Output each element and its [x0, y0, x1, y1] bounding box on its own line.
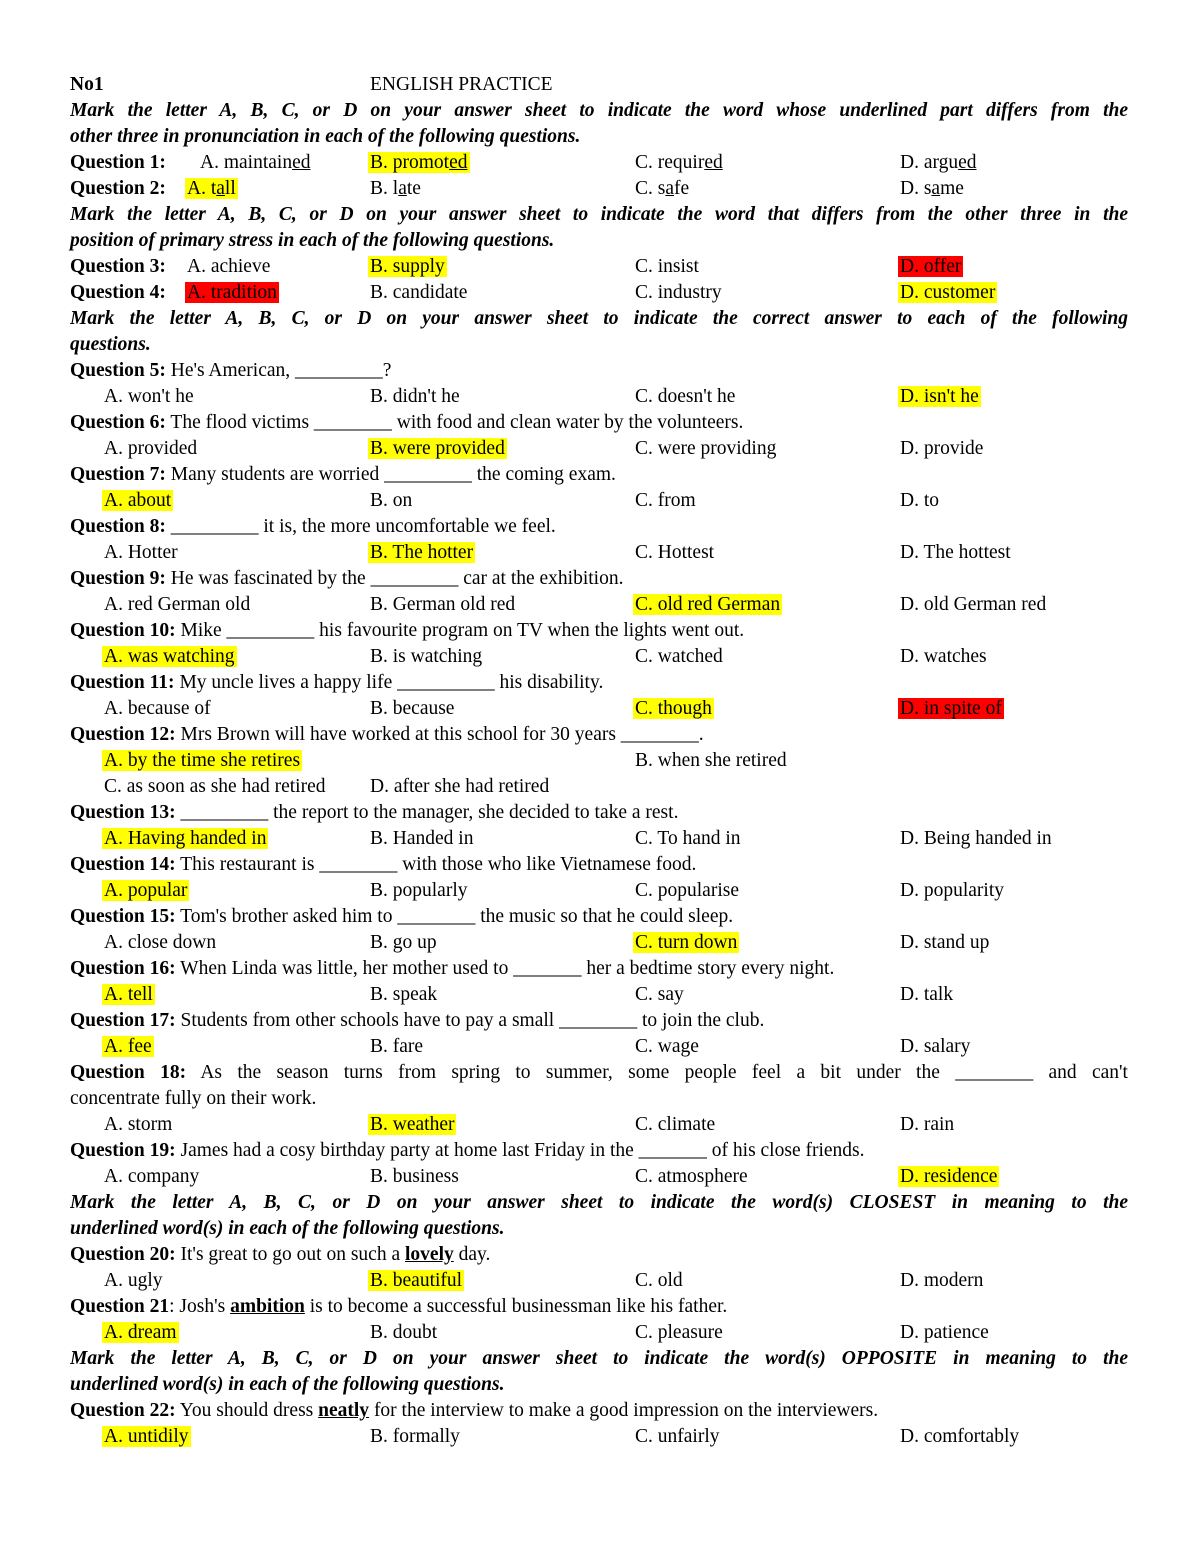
option-c[interactable]: C. atmosphere: [635, 1166, 748, 1187]
question-8-options: [70, 540, 1128, 566]
question-label: Question 11:: [70, 672, 175, 693]
option-b[interactable]: B. doubt: [370, 1322, 438, 1343]
question-17-stem: [70, 1008, 1128, 1034]
option-c[interactable]: C. industry: [635, 282, 722, 303]
question-3: [70, 254, 1128, 280]
question-label: Question 21: [70, 1296, 170, 1317]
option-c[interactable]: C. pleasure: [635, 1322, 723, 1343]
question-1: [70, 150, 1128, 176]
option-c[interactable]: C. insist: [635, 256, 699, 277]
instruction-closest-line1: Mark the letter A, B, C, or D on your answer sheet to indicate the word(s) CLOSEST in meaning to the: [70, 1192, 1128, 1213]
question-label: Question 15:: [70, 906, 176, 927]
question-9-stem: [70, 566, 1128, 592]
option-a[interactable]: A. popular: [104, 880, 188, 901]
option-d[interactable]: D. in spite of: [900, 698, 1002, 719]
question-text: This restaurant is ________ with those who like Vietnamese food.: [175, 854, 697, 875]
option-d[interactable]: D. after she had retired: [370, 776, 550, 797]
option-d[interactable]: D. patience: [900, 1322, 989, 1343]
question-18-stem-line2: concentrate fully on their work.: [70, 1088, 317, 1109]
question-label: Question 16:: [70, 958, 176, 979]
question-label: Question 18:: [70, 1062, 187, 1083]
option-c[interactable]: C. turn down: [635, 932, 738, 953]
question-21-options: [70, 1320, 1128, 1346]
question-6-options: [70, 436, 1128, 462]
option-a[interactable]: A. close down: [104, 932, 217, 953]
question-21-stem: Question 21: Josh's ambition is to become a successful businessman like his father.: [70, 1296, 728, 1317]
question-label: Question 6:: [70, 412, 166, 433]
option-b[interactable]: B. were provided: [370, 438, 505, 459]
option-b[interactable]: B. go up: [370, 932, 437, 953]
header-line: [70, 72, 1128, 98]
question-20-options: [70, 1268, 1128, 1294]
question-13-options: [70, 826, 1128, 852]
question-label: Question 3:: [70, 256, 166, 277]
option-d[interactable]: D. residence: [900, 1166, 998, 1187]
option-d[interactable]: D. popularity: [900, 880, 1004, 901]
instruction-pronunciation-line2: other three in pronunciation in each of the following questions.: [70, 126, 581, 147]
option-a[interactable]: A. Hotter: [104, 542, 178, 563]
question-label: Question 8:: [70, 516, 166, 537]
option-a[interactable]: A. untidily: [104, 1426, 189, 1447]
question-label: Question 13:: [70, 802, 176, 823]
option-d[interactable]: D. talk: [900, 984, 954, 1005]
question-label: Question 7:: [70, 464, 166, 485]
option-b[interactable]: B. late: [370, 178, 421, 199]
question-4: [70, 280, 1128, 306]
worksheet-title: ENGLISH PRACTICE: [370, 74, 553, 95]
option-a[interactable]: A. company: [104, 1166, 200, 1187]
option-d[interactable]: D. rain: [900, 1114, 955, 1135]
option-b[interactable]: B. The hotter: [370, 542, 474, 563]
option-c[interactable]: C. old: [635, 1270, 683, 1291]
option-c[interactable]: C. wage: [635, 1036, 699, 1057]
underlined-word: neatly: [318, 1400, 370, 1421]
option-d[interactable]: D. Being handed in: [900, 828, 1052, 849]
question-text: Students from other schools have to pay a small ________ to join the club.: [175, 1010, 765, 1031]
option-d[interactable]: D. modern: [900, 1270, 984, 1291]
option-d[interactable]: D. comfortably: [900, 1426, 1020, 1447]
option-b[interactable]: B. supply: [370, 256, 445, 277]
question-label: Question 20:: [70, 1244, 176, 1265]
option-c[interactable]: C. from: [635, 490, 696, 511]
question-5-options: [70, 384, 1128, 410]
question-text: Mike _________ his favourite program on TV when the lights went out.: [175, 620, 745, 641]
question-5-stem: [70, 358, 1128, 384]
option-b[interactable]: B. speak: [370, 984, 438, 1005]
instruction-closest-line2: underlined word(s) in each of the following questions.: [70, 1218, 505, 1239]
question-label: Question 5:: [70, 360, 166, 381]
question-18-options: [70, 1112, 1128, 1138]
option-b[interactable]: B. German old red: [370, 594, 516, 615]
question-16-options: [70, 982, 1128, 1008]
option-b[interactable]: B. beautiful: [370, 1270, 463, 1291]
question-15-stem: [70, 904, 1128, 930]
instruction-opposite-line2: underlined word(s) in each of the following questions.: [70, 1374, 505, 1395]
question-text: Tom's brother asked him to ________ the music so that he could sleep.: [175, 906, 734, 927]
worksheet-page: [70, 72, 1128, 1450]
question-14-options: [70, 878, 1128, 904]
option-c[interactable]: C. safe: [635, 178, 690, 199]
option-d[interactable]: D. stand up: [900, 932, 990, 953]
option-b[interactable]: B. because: [370, 698, 455, 719]
option-d[interactable]: D. The hottest: [900, 542, 1011, 563]
option-b[interactable]: B. when she retired: [635, 750, 787, 771]
question-2: [70, 176, 1128, 202]
instruction-stress-line1: Mark the letter A, B, C, or D on your answer sheet to indicate the word that differs from the other three in the: [70, 204, 1128, 225]
question-text: He's American, _________?: [165, 360, 392, 381]
question-10-options: [70, 644, 1128, 670]
option-b[interactable]: B. candidate: [370, 282, 468, 303]
option-c[interactable]: C. were providing: [635, 438, 777, 459]
option-d[interactable]: D. salary: [900, 1036, 971, 1057]
option-b[interactable]: B. didn't he: [370, 386, 460, 407]
option-c[interactable]: C. though: [635, 698, 712, 719]
question-22-stem: Question 22: You should dress neatly for the interview to make a good impression on the interviewers.: [70, 1400, 879, 1421]
option-a[interactable]: A. provided: [104, 438, 198, 459]
option-b[interactable]: B. Handed in: [370, 828, 474, 849]
question-6-stem: [70, 410, 1128, 436]
option-a[interactable]: A. about: [104, 490, 172, 511]
question-8-stem: [70, 514, 1128, 540]
option-c[interactable]: C. To hand in: [635, 828, 741, 849]
worksheet-number: No1: [70, 74, 104, 95]
option-d[interactable]: D. watches: [900, 646, 987, 667]
question-12-options-row2: [70, 774, 1128, 800]
question-16-stem: [70, 956, 1128, 982]
instruction-opposite-line1: Mark the letter A, B, C, or D on your answer sheet to indicate the word(s) OPPOSITE in meaning to the: [70, 1348, 1128, 1369]
question-label: Question 10:: [70, 620, 176, 641]
option-a[interactable]: A. because of: [104, 698, 211, 719]
option-d[interactable]: D. argued: [900, 152, 977, 173]
option-b[interactable]: B. popularly: [370, 880, 468, 901]
question-label: Question 12:: [70, 724, 176, 745]
question-label: Question 2:: [70, 178, 166, 199]
question-label: Question 19:: [70, 1140, 176, 1161]
option-c[interactable]: C. unfairly: [635, 1426, 720, 1447]
question-text: _________ the report to the manager, she decided to take a rest.: [175, 802, 679, 823]
question-18-stem-line1: [70, 1060, 1128, 1086]
option-d[interactable]: D. old German red: [900, 594, 1047, 615]
option-a[interactable]: A. fee: [104, 1036, 152, 1057]
option-b[interactable]: B. on: [370, 490, 413, 511]
option-a[interactable]: A. dream: [104, 1322, 177, 1343]
question-11-stem: [70, 670, 1128, 696]
question-14-stem: [70, 852, 1128, 878]
option-a[interactable]: A. by the time she retires: [104, 750, 301, 771]
option-d[interactable]: D. isn't he: [900, 386, 979, 407]
question-text: My uncle lives a happy life __________ his disability.: [174, 672, 604, 693]
option-a[interactable]: A. red German old: [104, 594, 251, 615]
question-text: When Linda was little, her mother used to _______ her a bedtime story every night.: [175, 958, 835, 979]
option-d[interactable]: D. customer: [900, 282, 996, 303]
option-a[interactable]: A. achieve: [187, 256, 271, 277]
question-13-stem: [70, 800, 1128, 826]
option-b[interactable]: B. is watching: [370, 646, 483, 667]
question-7-options: [70, 488, 1128, 514]
question-label: Question 4:: [70, 282, 166, 303]
question-text: Mrs Brown will have worked at this school for 30 years ________.: [175, 724, 704, 745]
option-d[interactable]: D. to: [900, 490, 939, 511]
option-b[interactable]: B. promoted: [370, 152, 468, 173]
option-a[interactable]: A. was watching: [104, 646, 235, 667]
option-a[interactable]: A. tell: [104, 984, 153, 1005]
question-19-stem: [70, 1138, 1128, 1164]
question-label: Question 17:: [70, 1010, 176, 1031]
option-d[interactable]: D. same: [900, 178, 964, 199]
question-17-options: [70, 1034, 1128, 1060]
question-19-options: [70, 1164, 1128, 1190]
question-20-stem: Question 20: It's great to go out on such a lovely day.: [70, 1244, 491, 1265]
underlined-word: ambition: [230, 1296, 305, 1317]
question-text: The flood victims ________ with food and clean water by the volunteers.: [165, 412, 744, 433]
question-9-options: [70, 592, 1128, 618]
instruction-correct-line2: questions.: [70, 334, 151, 355]
option-c[interactable]: C. old red German: [635, 594, 781, 615]
question-text: He was fascinated by the _________ car at the exhibition.: [165, 568, 624, 589]
option-b[interactable]: B. weather: [370, 1114, 455, 1135]
option-c[interactable]: C. required: [635, 152, 723, 173]
question-10-stem: [70, 618, 1128, 644]
option-a[interactable]: A. maintained: [200, 152, 311, 173]
question-11-options: [70, 696, 1128, 722]
option-c[interactable]: C. popularise: [635, 880, 739, 901]
option-c[interactable]: C. climate: [635, 1114, 716, 1135]
option-a[interactable]: A. won't he: [104, 386, 194, 407]
option-a[interactable]: A. ugly: [104, 1270, 163, 1291]
question-label: Question 22:: [70, 1400, 176, 1421]
question-12-options-row1: [70, 748, 1128, 774]
underlined-word: lovely: [405, 1244, 454, 1265]
option-c[interactable]: C. as soon as she had retired: [104, 776, 326, 797]
question-text: Many students are worried _________ the coming exam.: [165, 464, 616, 485]
question-7-stem: [70, 462, 1128, 488]
instruction-correct-line1: Mark the letter A, B, C, or D on your answer sheet to indicate the correct answer to each of the following: [70, 308, 1128, 329]
option-b[interactable]: B. business: [370, 1166, 459, 1187]
question-label: Question 14:: [70, 854, 176, 875]
option-a[interactable]: A. tradition: [187, 282, 277, 303]
question-text: As the season turns from spring to summer, some people feel a bit under the ________ and can't: [186, 1062, 1128, 1083]
option-c[interactable]: C. doesn't he: [635, 386, 736, 407]
instruction-pronunciation-line1: Mark the letter A, B, C, or D on your answer sheet to indicate the word whose underlined part differs from the: [70, 100, 1128, 121]
option-a[interactable]: A. storm: [104, 1114, 173, 1135]
option-a[interactable]: A. tall: [187, 178, 236, 199]
question-label: Question 9:: [70, 568, 166, 589]
question-text: _________ it is, the more uncomfortable we feel.: [165, 516, 556, 537]
option-d[interactable]: D. offer: [900, 256, 962, 277]
option-c[interactable]: C. say: [635, 984, 684, 1005]
option-b[interactable]: B. fare: [370, 1036, 424, 1057]
question-15-options: [70, 930, 1128, 956]
option-c[interactable]: C. Hottest: [635, 542, 715, 563]
option-d[interactable]: D. provide: [900, 438, 984, 459]
question-label: Question 1:: [70, 152, 166, 173]
option-b[interactable]: B. formally: [370, 1426, 460, 1447]
question-text: James had a cosy birthday party at home last Friday in the _______ of his close friends.: [175, 1140, 865, 1161]
question-12-stem: [70, 722, 1128, 748]
question-22-options: [70, 1424, 1128, 1450]
instruction-stress-line2: position of primary stress in each of the following questions.: [70, 230, 555, 251]
option-c[interactable]: C. watched: [635, 646, 723, 667]
option-a[interactable]: A. Having handed in: [104, 828, 267, 849]
